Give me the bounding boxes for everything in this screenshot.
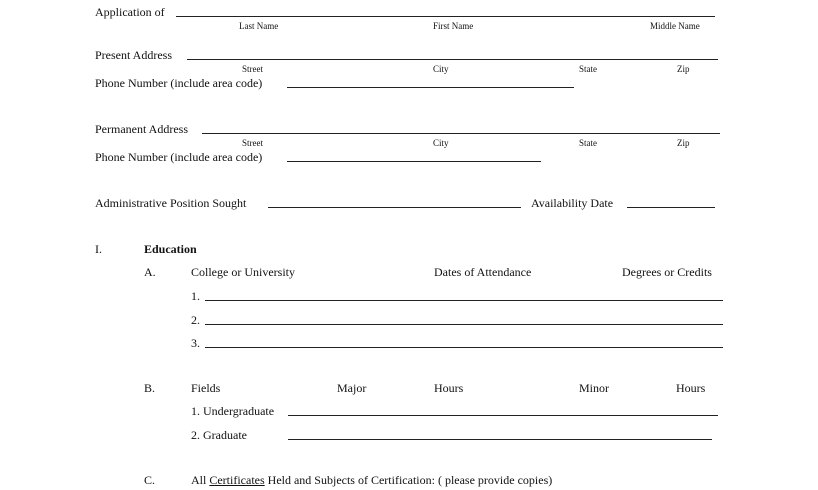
hours-column-header: Hours — [676, 381, 706, 395]
application-of-label: Application of — [95, 5, 165, 19]
present-phone-label: Phone Number (include area code) — [95, 76, 263, 90]
subsection-c-letter: C. — [144, 473, 156, 487]
present-address-field[interactable] — [187, 59, 718, 60]
certificates-text — [191, 473, 552, 487]
education-heading: Education — [144, 242, 197, 256]
permanent-phone-field[interactable] — [287, 161, 541, 162]
graduate-label: 2. Graduate — [191, 428, 247, 442]
major-column-header: Major — [337, 381, 367, 395]
present-city-caption: City — [433, 64, 449, 74]
degrees-column-header: Degrees or Credits — [622, 265, 712, 279]
minor-column-header: Minor — [579, 381, 609, 395]
graduate-field[interactable] — [288, 439, 712, 440]
availability-date-label: Availability Date — [531, 196, 614, 210]
present-state-caption: State — [579, 64, 597, 74]
permanent-street-caption: Street — [242, 138, 263, 148]
subsection-b-letter: B. — [144, 381, 156, 395]
permanent-state-caption: State — [579, 138, 597, 148]
permanent-zip-caption: Zip — [677, 138, 690, 148]
permanent-address-label: Permanent Address — [95, 122, 188, 136]
undergraduate-label: 1. Undergraduate — [191, 404, 275, 418]
position-sought-label: Administrative Position Sought — [95, 196, 247, 210]
permanent-phone-label: Phone Number (include area code) — [95, 150, 263, 164]
undergraduate-field[interactable] — [288, 415, 718, 416]
middle-name-caption: Middle Name — [650, 21, 700, 31]
subsection-a-letter: A. — [144, 265, 156, 279]
certificates-text-pre: All — [191, 473, 210, 487]
fields-column-header: Fields — [191, 381, 221, 395]
certificates-text-post: Held and Subjects of Certification: ( please provide copies) — [264, 473, 553, 487]
present-phone-field[interactable] — [287, 87, 574, 88]
last-name-caption: Last Name — [239, 21, 279, 31]
college-row-field[interactable] — [205, 300, 723, 301]
section-numeral: I. — [95, 242, 102, 256]
college-row-number: 2. — [191, 313, 200, 327]
present-zip-caption: Zip — [677, 64, 690, 74]
college-row-field[interactable] — [205, 324, 723, 325]
name-field[interactable] — [176, 16, 715, 17]
college-row-number: 3. — [191, 336, 200, 350]
college-row-field[interactable] — [205, 347, 723, 348]
present-street-caption: Street — [242, 64, 263, 74]
availability-date-field[interactable] — [627, 207, 715, 208]
certificates-text-underlined: Certificates — [209, 473, 265, 487]
position-sought-field[interactable] — [268, 207, 521, 208]
present-address-label: Present Address — [95, 48, 172, 62]
college-column-header: College or University — [191, 265, 295, 279]
college-row-number: 1. — [191, 289, 200, 303]
first-name-caption: First Name — [433, 21, 474, 31]
permanent-address-field[interactable] — [202, 133, 720, 134]
dates-column-header: Dates of Attendance — [434, 265, 532, 279]
hours-column-header: Hours — [434, 381, 464, 395]
permanent-city-caption: City — [433, 138, 449, 148]
